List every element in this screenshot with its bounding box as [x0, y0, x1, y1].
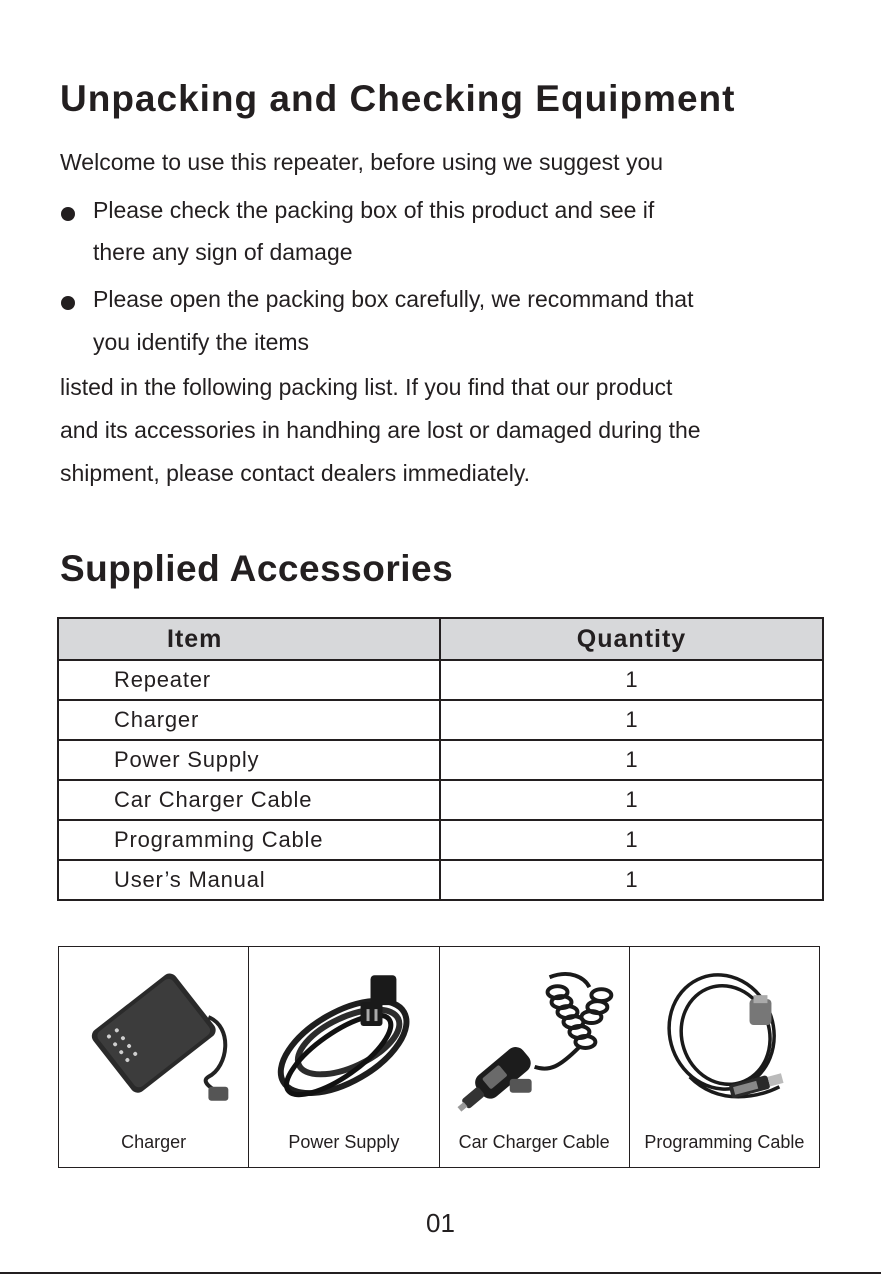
qty-cell: 1 [440, 820, 823, 860]
table-row [58, 820, 823, 860]
section-title: Supplied Accessories [60, 548, 454, 589]
table-row [58, 700, 823, 740]
paragraph-line-2: and its accessories in handhing are lost or damaged during the [60, 417, 701, 443]
bullet-2-line-2: you identify the items [93, 329, 310, 355]
page-title: Unpacking and Checking Equipment [60, 78, 736, 119]
header-item: Item [58, 618, 440, 660]
qty-cell: 1 [440, 780, 823, 820]
qty-cell: 1 [440, 660, 823, 700]
qty-cell: 1 [440, 860, 823, 900]
item-cell: Power Supply [58, 740, 440, 780]
qty-cell: 1 [440, 740, 823, 780]
page-number: 01 [426, 1208, 455, 1238]
bullet-1-line-1: Please check the packing box of this product and see if [93, 197, 655, 223]
caption-charger: Charger [121, 1132, 187, 1152]
item-cell: User’s Manual [58, 860, 440, 900]
bottom-rule [0, 1272, 881, 1274]
item-cell: Repeater [58, 660, 440, 700]
caption-programming-cable: Programming Cable [644, 1132, 805, 1152]
image-cell-charger [59, 947, 249, 1167]
caption-power-supply: Power Supply [288, 1132, 400, 1152]
programming-cable-image [630, 947, 819, 1122]
bullet-2-line-1: Please open the packing box carefully, we recommand that [93, 286, 694, 312]
qty-cell: 1 [440, 700, 823, 740]
image-cell-programming-cable [630, 947, 819, 1167]
table-row [58, 860, 823, 900]
bullet-dot [61, 296, 75, 310]
table-header-row [58, 618, 823, 660]
table-row [58, 660, 823, 700]
accessory-images [58, 946, 820, 1168]
table-row [58, 740, 823, 780]
item-cell: Programming Cable [58, 820, 440, 860]
caption-car-charger-cable: Car Charger Cable [458, 1132, 610, 1152]
charger-image [59, 947, 248, 1122]
header-quantity: Quantity [440, 618, 823, 660]
intro-text: Welcome to use this repeater, before using we suggest you [60, 149, 664, 175]
image-cell-power-supply [249, 947, 439, 1167]
bullet-1-line-2: there any sign of damage [93, 239, 353, 265]
image-cell-car-charger-cable [440, 947, 630, 1167]
power-supply-image [249, 947, 438, 1122]
item-cell: Car Charger Cable [58, 780, 440, 820]
paragraph-line-3: shipment, please contact dealers immediately. [60, 460, 531, 486]
car-charger-cable-image [440, 947, 629, 1122]
item-cell: Charger [58, 700, 440, 740]
bullet-dot [61, 207, 75, 221]
paragraph-line-1: listed in the following packing list. If you find that our product [60, 374, 673, 400]
accessories-table [57, 617, 824, 901]
table-row [58, 780, 823, 820]
